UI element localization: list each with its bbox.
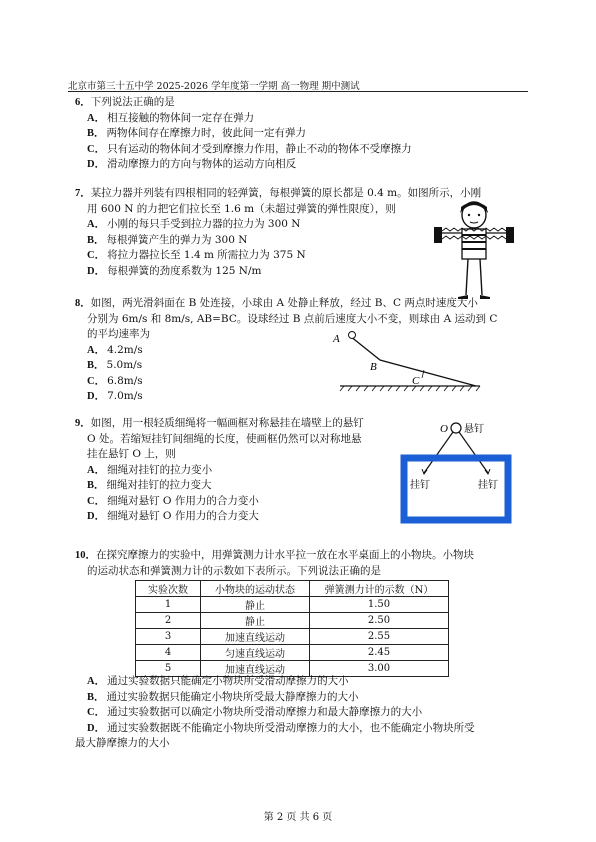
option-c: C． 将拉力器拉长至 1.4 m 所需拉力为 375 N <box>87 249 306 261</box>
question-10-options <box>75 674 530 752</box>
table-header-row <box>136 581 449 597</box>
question-stem: 下列说法正确的是 <box>90 96 175 108</box>
picture-frame-figure <box>396 418 516 526</box>
peg-left-label: 挂钉 <box>410 480 430 491</box>
question-6 <box>75 95 530 173</box>
point-b-label: B <box>370 361 377 373</box>
question-stem-cont: 的平均速率为 <box>87 328 150 340</box>
table-header-cell: 弹簧测力计的示数（N） <box>310 581 449 597</box>
option-d: D． 细绳对悬钉 O 作用力的合力变大 <box>87 510 259 522</box>
nail-label: 悬钉 <box>464 424 484 435</box>
page-header: 北京市第三十五中学 2025-2026 学年度第一学期 高一物理 期中测试 <box>68 81 360 92</box>
question-stem: 如图，两光滑斜面在 B 处连接，小球由 A 处静止释放，经过 B、C 两点时速度大小 <box>90 297 478 309</box>
question-number: 7． <box>75 188 91 199</box>
question-stem-cont: O 处。若缩短挂钉间细绳的长度，使画框仍然可以对称地悬 <box>87 432 362 445</box>
option-b: B． 5.0m/s <box>87 359 143 371</box>
table-header-cell: 实验次数 <box>136 581 201 597</box>
incline-figure <box>330 330 490 392</box>
option-b: B． 每根弹簧产生的弹力为 300 N <box>87 233 248 246</box>
option-c: C． 6.8m/s <box>87 374 143 387</box>
option-a: A． 细绳对挂钉的拉力变小 <box>87 463 213 476</box>
option-a: A． 相互接触的物体间一定存在弹力 <box>87 111 255 124</box>
boy-with-exerciser-figure <box>428 195 520 305</box>
question-stem-cont: 挂在悬钉 O 上，则 <box>87 448 176 460</box>
option-a: A． 小刚的每只手受到拉力器的拉力为 300 N <box>87 218 301 230</box>
table-row: 5 加速直线运动 3.00 <box>136 661 449 677</box>
table-header-cell: 小物块的运动状态 <box>201 581 310 597</box>
option-b: B． 两物体间存在摩擦力时，彼此间一定有弹力 <box>87 127 307 139</box>
table-row: 3 加速直线运动 2.55 <box>136 629 449 645</box>
question-number: 9． <box>75 418 91 429</box>
nail-o-label: O <box>440 423 448 435</box>
option-d: D． 滑动摩擦力的方向与物体的运动方向相反 <box>87 158 297 170</box>
question-stem: 某拉力器并列装有四根相同的轻弹簧，每根弹簧的原长都是 0.4 m。如图所示，小刚 <box>90 187 482 199</box>
experiment-table <box>135 580 449 677</box>
question-stem: 如图，用一根轻质细绳将一幅画框对称悬挂在墙壁上的悬钉 <box>90 417 364 429</box>
question-10 <box>75 548 530 579</box>
table-row: 2 静止 2.50 <box>136 613 449 629</box>
option-c: C． 细绳对悬钉 O 作用力的合力变小 <box>87 494 259 507</box>
table-row: 1 静止 1.50 <box>136 597 449 613</box>
option-a: A． 4.2m/s <box>87 343 143 356</box>
question-stem-cont: 的运动状态和弹簧测力计的示数如下表所示。下列说法正确的是 <box>87 564 381 577</box>
table-row: 4 匀速直线运动 2.45 <box>136 645 449 661</box>
peg-right-label: 挂钉 <box>478 480 498 491</box>
header-divider <box>68 91 528 92</box>
option-c: C． 只有运动的物体间才受到摩擦力作用，静止不动的物体不受摩擦力 <box>87 142 412 155</box>
page-footer: 第 2 页 共 6 页 <box>263 812 333 823</box>
option-d-cont: 最大静摩擦力的大小 <box>75 737 170 749</box>
point-a-label: A <box>333 333 340 345</box>
question-stem: 在探究摩擦力的实验中，用弹簧测力计水平拉一放在水平桌面上的小物块。小物块 <box>96 549 474 561</box>
option-a: A． 通过实验数据只能确定小物块所受滑动摩擦力的大小 <box>87 675 349 687</box>
option-d: D． 通过实验数据既不能确定小物块所受滑动摩擦力的大小，也不能确定小物块所受 <box>87 721 475 734</box>
question-number: 8． <box>75 298 91 309</box>
question-stem-cont: 分别为 6m/s 和 8m/s, AB=BC。设球经过 B 点前后速度大小不变，则球由 A 运动到 C <box>87 312 498 325</box>
option-b: B． 通过实验数据只能确定小物块所受最大静摩擦力的大小 <box>87 690 359 703</box>
option-b: B． 细绳对挂钉的拉力变大 <box>87 479 212 491</box>
question-number: 10． <box>75 550 96 561</box>
option-d: D． 每根弹簧的劲度系数为 125 N/m <box>87 264 262 277</box>
option-c: C． 通过实验数据可以确定小物块所受滑动摩擦力和最大静摩擦力的大小 <box>87 706 423 718</box>
question-stem-cont: 用 600 N 的力把它们拉长至 1.6 m（未超过弹簧的弹性限度），则 <box>87 202 396 215</box>
question-number: 6． <box>75 97 91 108</box>
point-c-label: C <box>412 375 420 387</box>
option-d: D． 7.0m/s <box>87 390 143 402</box>
